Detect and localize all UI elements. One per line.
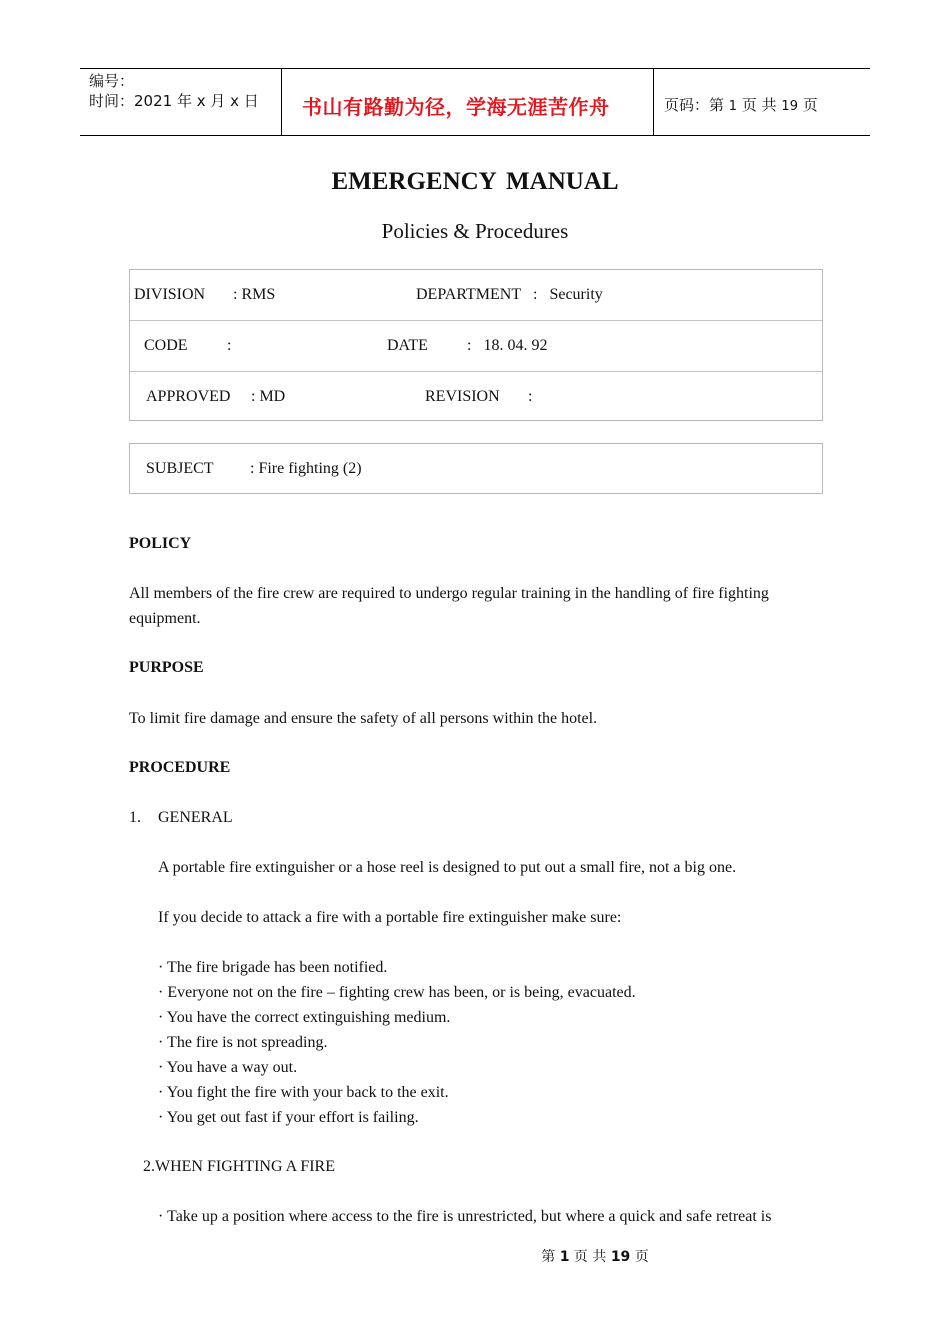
- subject-label: SUBJECT: [146, 460, 214, 477]
- document-title: EMERGENCY MANUAL: [331, 168, 619, 195]
- division-label: DIVISION: [134, 286, 206, 303]
- list-item: · You fight the fire with your back to the exit.: [158, 1084, 449, 1101]
- list-item: · You have a way out.: [158, 1059, 298, 1076]
- procedure-heading: PROCEDURE: [129, 759, 231, 776]
- header-page-count: 页码：第 1 页 共 19 页: [664, 96, 818, 114]
- approved-value: : MD: [251, 388, 286, 405]
- department-value: : Security: [533, 286, 603, 303]
- division-value: : RMS: [233, 286, 276, 303]
- list-item: · The fire is not spreading.: [158, 1034, 328, 1051]
- list-item: · You get out fast if your effort is failing.: [158, 1109, 419, 1126]
- header-motto-cell: [281, 69, 654, 135]
- section2-bullet: · Take up a position where access to the fire is unrestricted, but where a quick and safe retreat is: [158, 1208, 772, 1225]
- policy-heading: POLICY: [129, 535, 192, 552]
- list-item: · You have the correct extinguishing medium.: [158, 1009, 451, 1026]
- info-row-division: [130, 270, 822, 321]
- info-table: [129, 269, 823, 421]
- header-page-current: 1: [728, 99, 738, 114]
- revision-label: REVISION: [425, 388, 500, 405]
- page-footer: 第 1 页 共 19 页: [541, 1249, 649, 1265]
- section1-number: 1.: [129, 809, 141, 826]
- date-label: DATE: [387, 337, 428, 354]
- section1-paragraph2: If you decide to attack a fire with a portable fire extinguisher make sure:: [158, 909, 622, 926]
- policy-text: All members of the fire crew are required to undergo regular training in the handling of fire fighting equipment.: [129, 585, 769, 627]
- footer-page-total: 19: [610, 1249, 631, 1265]
- header-page-info: [654, 69, 870, 135]
- approved-label: APPROVED: [146, 388, 231, 405]
- subject-value: : Fire fighting (2): [250, 460, 362, 477]
- section1-paragraph1: A portable fire extinguisher or a hose reel is designed to put out a small fire, not a big one.: [158, 859, 737, 876]
- code-label: CODE: [144, 337, 188, 354]
- header-page-total: 19: [781, 99, 798, 114]
- document-time-label: 时间：2021 年 x 月 x 日: [89, 92, 259, 110]
- purpose-text: To limit fire damage and ensure the safety of all persons within the hotel.: [129, 710, 598, 727]
- list-item: · The fire brigade has been notified.: [158, 959, 388, 976]
- revision-value: :: [528, 388, 533, 405]
- date-value: : 18. 04. 92: [467, 337, 548, 354]
- document-number-label: 编号：: [89, 72, 135, 90]
- header-meta: [80, 69, 281, 135]
- page-header: [80, 68, 870, 136]
- info-row-code: [130, 321, 822, 372]
- info-row-approved: [130, 372, 822, 420]
- list-item: · Everyone not on the fire – fighting crew has been, or is being, evacuated.: [158, 984, 636, 1001]
- document-subtitle: Policies & Procedures: [381, 219, 569, 243]
- code-value: :: [227, 337, 232, 354]
- subject-box: [129, 443, 823, 494]
- section2-title: 2.WHEN FIGHTING A FIRE: [143, 1158, 335, 1175]
- purpose-heading: PURPOSE: [129, 659, 204, 676]
- department-label: DEPARTMENT: [416, 286, 522, 303]
- section1-title: GENERAL: [158, 809, 233, 826]
- footer-page-current: 1: [559, 1249, 570, 1265]
- header-motto: 书山有路勤为径，学海无涯苦作舟: [302, 95, 610, 119]
- checklist: [158, 955, 636, 1130]
